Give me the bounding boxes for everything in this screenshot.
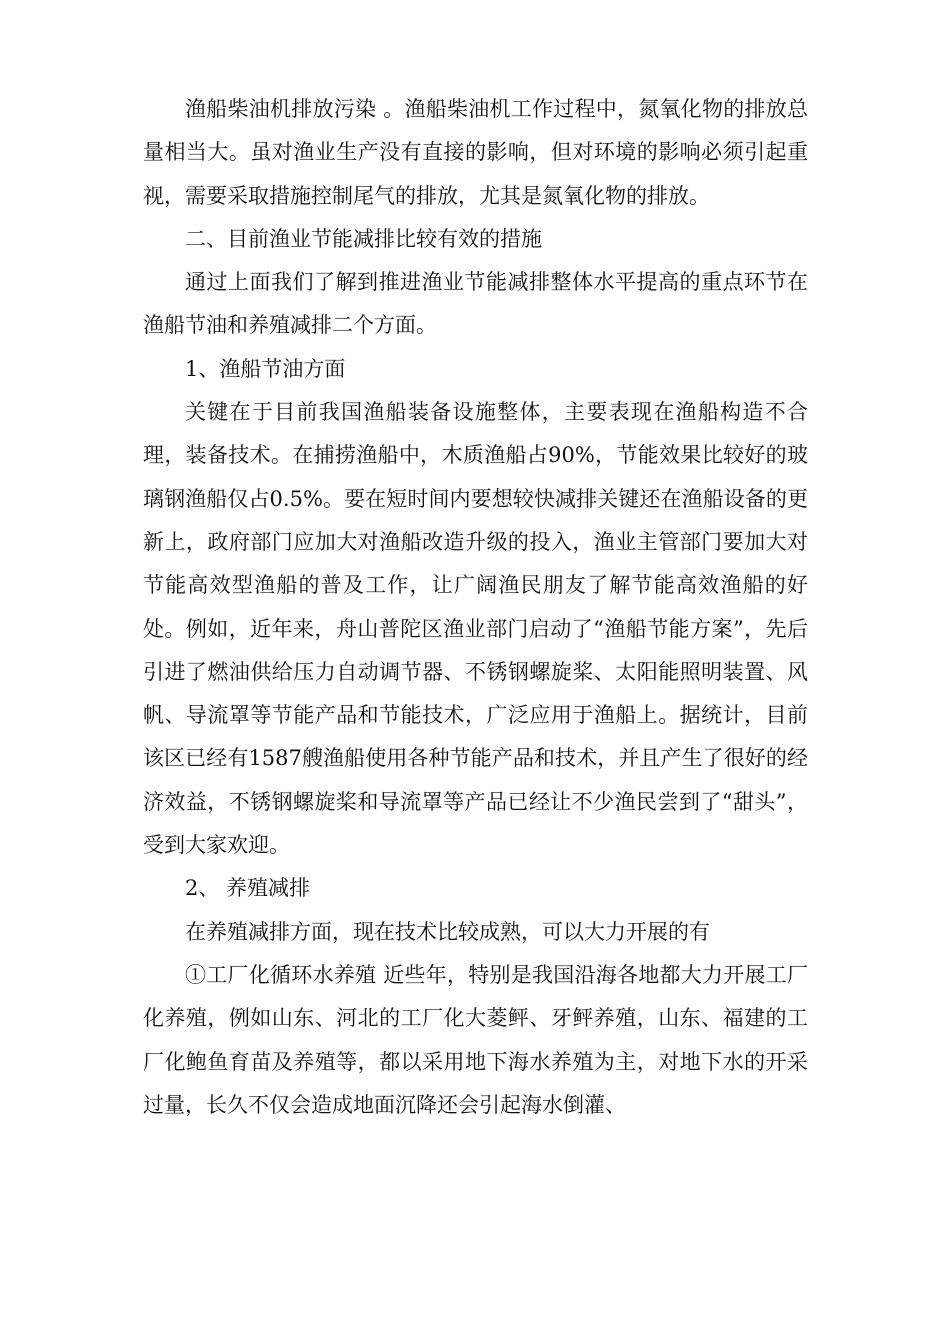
section-heading-measures: 二、目前渔业节能减排比较有效的措施 [185,226,542,251]
subheading-fuel-saving: 1、渔船节油方面 [185,356,346,381]
paragraph-aquaculture-intro: 在养殖减排方面，现在技术比较成熟，可以大力开展的有 [185,919,710,944]
paragraph-recirculating-aquaculture: ①工厂化循环水养殖 近些年，特别是我国沿海各地都大力开展工厂化养殖，例如山东、河北的工厂化大菱鲆、牙鲆养殖，山东、福建的工厂化鲍鱼育苗及养殖等，都以采用地下海水养殖为主，对地下水的开采过量，长久不仅会造成地面沉降还会引起海水倒灌、 [143,962,808,1117]
document-page [143,88,808,1127]
paragraph-key-links: 通过上面我们了解到推进渔业节能减排整体水平提高的重点环节在渔船节油和养殖减排二个方面。 [143,270,808,338]
paragraph-diesel-emission: 渔船柴油机排放污染 。渔船柴油机工作过程中，氮氧化物的排放总量相当大。虽对渔业生产没有直接的影响，但对环境的影响必须引起重视，需要采取措施控制尾气的排放，尤其是氮氧化物的排放。 [143,97,808,208]
subheading-aquaculture: 2、 养殖减排 [185,876,311,901]
paragraph-fuel-saving: 关键在于目前我国渔船装备设施整体，主要表现在渔船构造不合理，装备技术。在捕捞渔船中，木质渔船占90%，节能效果比较好的玻璃钢渔船仅占0.5%。要在短时间内要想较快减排关键还在渔船设备的更新上，政府部门应加大对渔船改造升级的投入，渔业主管部门要加大对节能高效型渔船的普及工作，让广阔渔民朋友了解节能高效渔船的好处。例如，近年来，舟山普陀区渔业部门启动了“渔船节能方案”，先后引进了燃油供给压力自动调节器、不锈钢螺旋桨、太阳能照明装置、风帆、导流罩等节能产品和节能技术，广泛应用于渔船上。据统计，目前该区已经有1587艘渔船使用各种节能产品和技术，并且产生了很好的经济效益，不锈钢螺旋桨和导流罩等产品已经让不少渔民尝到了“甜头”，受到大家欢迎。 [143,400,808,858]
